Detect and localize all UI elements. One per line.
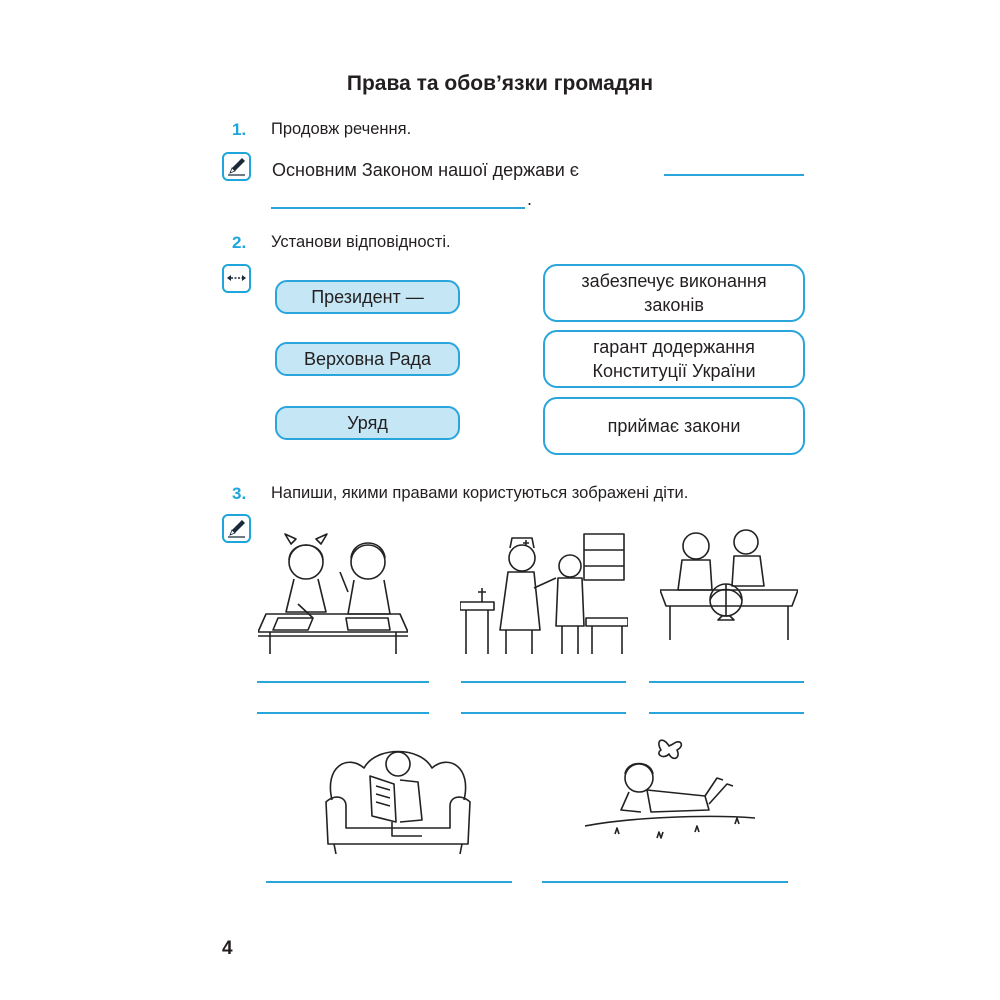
match-arrows-icon [222,264,251,293]
match-right-text: приймає закони [607,416,741,436]
match-left-government[interactable]: Уряд [275,406,460,440]
match-right-text: законів [644,295,704,315]
match-right-text: Конституції України [592,361,756,381]
page-title: Права та обов’язки громадян [346,72,654,95]
answer-line[interactable] [461,712,626,714]
pencil-write-icon [222,152,251,181]
match-right-laws[interactable] [543,397,805,455]
match-right-guarantor[interactable] [543,330,805,388]
task2-number: 2. [232,233,247,252]
answer-line[interactable] [257,712,429,714]
task1-sentence: Основним Законом нашої держави є [272,160,579,180]
answer-line[interactable] [257,681,429,683]
pencil-write-icon [222,514,251,543]
task3-number: 3. [232,484,247,503]
task3-instruction: Напиши, якими правами користуються зображені діти. [271,484,689,502]
task2-instruction: Установи відповідності. [271,233,451,251]
match-left-parliament[interactable]: Верховна Рада [275,342,460,376]
page-number: 4 [222,938,233,959]
match-right-text: гарант додержання [593,337,755,357]
kids-with-globe-illustration [660,520,798,650]
answer-line[interactable] [271,207,525,209]
answer-line[interactable] [461,681,626,683]
girl-resting-on-grass-illustration [585,734,755,854]
match-right-text: забезпечує виконання [581,271,767,291]
answer-line[interactable] [266,881,512,883]
answer-line[interactable] [542,881,788,883]
match-left-president[interactable]: Президент — [275,280,460,314]
answer-line[interactable] [649,712,804,714]
boy-reading-on-sofa-illustration [318,736,478,858]
answer-line[interactable] [664,174,804,176]
task1-number: 1. [232,120,247,139]
sentence-end-mark: . [527,189,533,209]
children-at-desk-illustration [258,522,408,662]
answer-line[interactable] [649,681,804,683]
task1-instruction: Продовж речення. [271,120,412,138]
nurse-and-boy-illustration [460,530,628,660]
match-right-enforce[interactable] [543,264,805,322]
